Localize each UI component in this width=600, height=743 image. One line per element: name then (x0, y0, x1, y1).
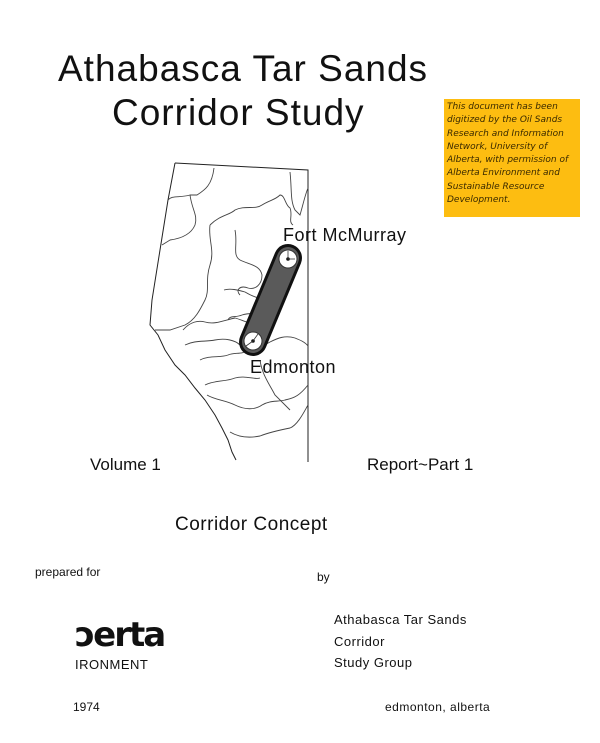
subtitle: Corridor Concept (175, 514, 328, 535)
volume-label: Volume 1 (90, 455, 161, 474)
alberta-logo: ɔerta (75, 615, 165, 655)
map-label-fort-mcmurray: Fort McMurray (283, 225, 407, 245)
river-lines (155, 168, 308, 437)
province-outline (150, 163, 308, 462)
publication-place: edmonton, alberta (385, 700, 491, 714)
publication-year: 1974 (73, 700, 100, 714)
author-line-1: Athabasca Tar Sands (334, 612, 467, 627)
report-part-label: Report~Part 1 (367, 455, 474, 474)
title-line-2: Corridor Study (112, 92, 365, 133)
map-label-edmonton: Edmonton (250, 357, 337, 377)
digitization-notice: This document has been digitized by the Oil Sands Research and Information Network, University of Alberta, with permission of Alberta Environment and Sustainable Resource Development. (444, 99, 580, 217)
author-line-2: Corridor (334, 634, 385, 649)
client-department: IRONMENT (75, 657, 149, 672)
author-line-3: Study Group (334, 655, 413, 670)
by-label: by (317, 570, 330, 584)
prepared-for-label: prepared for (35, 565, 101, 579)
title-line-1: Athabasca Tar Sands (58, 48, 429, 89)
